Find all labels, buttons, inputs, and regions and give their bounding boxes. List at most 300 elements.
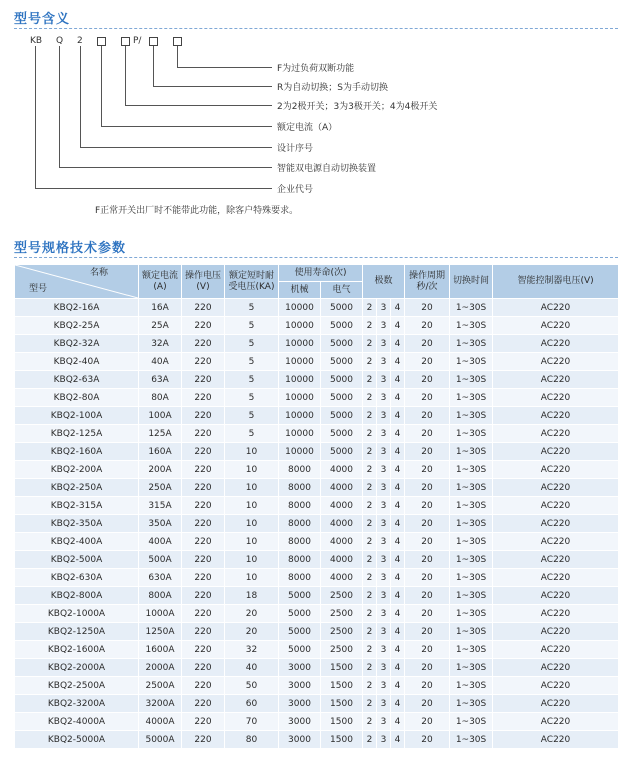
- cell-short-time: 10: [225, 533, 279, 551]
- cell-pole-2: 2: [363, 569, 377, 587]
- cell-pole-3: 3: [377, 299, 391, 317]
- cell-rated-current: 1600A: [139, 641, 182, 659]
- cell-period: 20: [405, 731, 450, 749]
- header-op-voltage: 操作电压(V): [182, 265, 225, 299]
- cell-op-voltage: 220: [182, 443, 225, 461]
- connector-line: [177, 67, 272, 68]
- cell-pole-2: 2: [363, 713, 377, 731]
- cell-pole-2: 2: [363, 317, 377, 335]
- header-poles: 极数: [363, 265, 405, 299]
- cell-model: KBQ2-100A: [15, 407, 139, 425]
- cell-ctrl-voltage: AC220: [493, 695, 619, 713]
- table-row: [15, 407, 619, 425]
- cell-op-voltage: 220: [182, 497, 225, 515]
- cell-short-time: 10: [225, 551, 279, 569]
- cell-pole-3: 3: [377, 533, 391, 551]
- cell-pole-4: 4: [391, 731, 405, 749]
- cell-rated-current: 2500A: [139, 677, 182, 695]
- cell-short-time: 5: [225, 407, 279, 425]
- table-row: [15, 353, 619, 371]
- cell-electrical-life: 5000: [321, 317, 363, 335]
- label-rated-current: 额定电流（A）: [277, 123, 338, 133]
- cell-switch-time: 1~30S: [450, 407, 493, 425]
- cell-period: 20: [405, 515, 450, 533]
- cell-switch-time: 1~30S: [450, 695, 493, 713]
- cell-rated-current: 40A: [139, 353, 182, 371]
- cell-period: 20: [405, 623, 450, 641]
- cell-pole-3: 3: [377, 587, 391, 605]
- cell-op-voltage: 220: [182, 371, 225, 389]
- cell-pole-4: 4: [391, 443, 405, 461]
- cell-ctrl-voltage: AC220: [493, 299, 619, 317]
- cell-model: KBQ2-350A: [15, 515, 139, 533]
- cell-ctrl-voltage: AC220: [493, 551, 619, 569]
- cell-period: 20: [405, 605, 450, 623]
- cell-period: 20: [405, 497, 450, 515]
- cell-rated-current: 1250A: [139, 623, 182, 641]
- cell-mechanical-life: 10000: [279, 371, 321, 389]
- header-life: 使用寿命(次): [279, 265, 363, 282]
- cell-ctrl-voltage: AC220: [493, 497, 619, 515]
- section-title-spec-params: 型号规格技术参数: [14, 241, 127, 256]
- cell-mechanical-life: 8000: [279, 515, 321, 533]
- cell-pole-2: 2: [363, 605, 377, 623]
- cell-pole-4: 4: [391, 533, 405, 551]
- cell-pole-4: 4: [391, 389, 405, 407]
- cell-pole-3: 3: [377, 623, 391, 641]
- header-mechanical: 机械: [279, 282, 321, 299]
- cell-model: KBQ2-125A: [15, 425, 139, 443]
- table-row: [15, 389, 619, 407]
- table-row: [15, 677, 619, 695]
- section-title-model-meaning: 型号含义: [14, 12, 71, 27]
- cell-ctrl-voltage: AC220: [493, 371, 619, 389]
- cell-ctrl-voltage: AC220: [493, 425, 619, 443]
- cell-ctrl-voltage: AC220: [493, 443, 619, 461]
- cell-short-time: 5: [225, 425, 279, 443]
- cell-switch-time: 1~30S: [450, 731, 493, 749]
- cell-model: KBQ2-25A: [15, 317, 139, 335]
- connector-line: [101, 126, 272, 127]
- cell-pole-2: 2: [363, 371, 377, 389]
- cell-switch-time: 1~30S: [450, 605, 493, 623]
- cell-pole-3: 3: [377, 551, 391, 569]
- cell-pole-2: 2: [363, 335, 377, 353]
- cell-mechanical-life: 8000: [279, 497, 321, 515]
- cell-pole-2: 2: [363, 389, 377, 407]
- cell-rated-current: 315A: [139, 497, 182, 515]
- table-row: [15, 551, 619, 569]
- connector-line: [125, 105, 272, 106]
- connector-line: [80, 46, 81, 147]
- connector-line: [35, 188, 272, 189]
- table-row: [15, 569, 619, 587]
- cell-mechanical-life: 5000: [279, 623, 321, 641]
- footnote: F正常开关出厂时不能带此功能，除客户特殊要求。: [95, 206, 299, 216]
- cell-model: KBQ2-250A: [15, 479, 139, 497]
- cell-mechanical-life: 8000: [279, 569, 321, 587]
- cell-period: 20: [405, 479, 450, 497]
- cell-model: KBQ2-80A: [15, 389, 139, 407]
- cell-model: KBQ2-5000A: [15, 731, 139, 749]
- cell-pole-3: 3: [377, 371, 391, 389]
- cell-pole-2: 2: [363, 551, 377, 569]
- cell-rated-current: 32A: [139, 335, 182, 353]
- table-row: [15, 533, 619, 551]
- cell-model: KBQ2-400A: [15, 533, 139, 551]
- cell-mechanical-life: 8000: [279, 479, 321, 497]
- cell-pole-3: 3: [377, 389, 391, 407]
- cell-short-time: 60: [225, 695, 279, 713]
- cell-pole-2: 2: [363, 659, 377, 677]
- cell-pole-2: 2: [363, 407, 377, 425]
- cell-short-time: 20: [225, 605, 279, 623]
- label-switch-mode: R为自动切换；S为手动切换: [277, 83, 388, 93]
- cell-mechanical-life: 5000: [279, 641, 321, 659]
- cell-ctrl-voltage: AC220: [493, 623, 619, 641]
- cell-pole-3: 3: [377, 407, 391, 425]
- cell-short-time: 5: [225, 353, 279, 371]
- header-ctrl-voltage: 智能控制器电压(V): [493, 265, 619, 299]
- cell-switch-time: 1~30S: [450, 587, 493, 605]
- cell-op-voltage: 220: [182, 695, 225, 713]
- cell-period: 20: [405, 587, 450, 605]
- label-function: F为过负荷双断功能: [277, 64, 355, 74]
- cell-model: KBQ2-500A: [15, 551, 139, 569]
- cell-pole-4: 4: [391, 569, 405, 587]
- cell-ctrl-voltage: AC220: [493, 479, 619, 497]
- cell-rated-current: 100A: [139, 407, 182, 425]
- cell-mechanical-life: 3000: [279, 659, 321, 677]
- placeholder-box-switch: [149, 37, 158, 46]
- placeholder-box-poles: [121, 37, 130, 46]
- cell-short-time: 10: [225, 443, 279, 461]
- code-q: Q: [56, 36, 64, 46]
- cell-short-time: 20: [225, 623, 279, 641]
- cell-pole-2: 2: [363, 677, 377, 695]
- table-row: [15, 443, 619, 461]
- table-row: [15, 299, 619, 317]
- cell-period: 20: [405, 443, 450, 461]
- cell-model: KBQ2-315A: [15, 497, 139, 515]
- connector-line: [153, 46, 154, 86]
- cell-pole-3: 3: [377, 335, 391, 353]
- cell-pole-2: 2: [363, 299, 377, 317]
- cell-rated-current: 3200A: [139, 695, 182, 713]
- cell-pole-4: 4: [391, 659, 405, 677]
- cell-switch-time: 1~30S: [450, 569, 493, 587]
- cell-switch-time: 1~30S: [450, 713, 493, 731]
- cell-period: 20: [405, 569, 450, 587]
- cell-rated-current: 4000A: [139, 713, 182, 731]
- cell-op-voltage: 220: [182, 659, 225, 677]
- cell-model: KBQ2-1600A: [15, 641, 139, 659]
- cell-rated-current: 630A: [139, 569, 182, 587]
- cell-electrical-life: 5000: [321, 299, 363, 317]
- cell-pole-4: 4: [391, 479, 405, 497]
- cell-op-voltage: 220: [182, 605, 225, 623]
- cell-pole-4: 4: [391, 461, 405, 479]
- cell-mechanical-life: 3000: [279, 731, 321, 749]
- cell-electrical-life: 4000: [321, 533, 363, 551]
- cell-mechanical-life: 8000: [279, 461, 321, 479]
- cell-ctrl-voltage: AC220: [493, 533, 619, 551]
- cell-ctrl-voltage: AC220: [493, 389, 619, 407]
- cell-pole-4: 4: [391, 497, 405, 515]
- cell-pole-2: 2: [363, 479, 377, 497]
- cell-pole-3: 3: [377, 443, 391, 461]
- cell-rated-current: 63A: [139, 371, 182, 389]
- cell-electrical-life: 5000: [321, 389, 363, 407]
- cell-pole-2: 2: [363, 353, 377, 371]
- cell-pole-3: 3: [377, 713, 391, 731]
- cell-short-time: 5: [225, 299, 279, 317]
- cell-electrical-life: 4000: [321, 569, 363, 587]
- cell-electrical-life: 1500: [321, 677, 363, 695]
- header-name-model: [15, 265, 139, 299]
- cell-short-time: 10: [225, 569, 279, 587]
- cell-pole-3: 3: [377, 317, 391, 335]
- cell-mechanical-life: 10000: [279, 443, 321, 461]
- cell-electrical-life: 4000: [321, 461, 363, 479]
- spec-table: [14, 264, 619, 749]
- cell-short-time: 10: [225, 461, 279, 479]
- header-rated-current: 额定电流(A): [139, 265, 182, 299]
- cell-electrical-life: 5000: [321, 335, 363, 353]
- cell-pole-3: 3: [377, 731, 391, 749]
- cell-model: KBQ2-1250A: [15, 623, 139, 641]
- cell-mechanical-life: 5000: [279, 587, 321, 605]
- cell-pole-2: 2: [363, 461, 377, 479]
- table-row: [15, 587, 619, 605]
- cell-ctrl-voltage: AC220: [493, 659, 619, 677]
- cell-period: 20: [405, 317, 450, 335]
- cell-pole-4: 4: [391, 605, 405, 623]
- cell-pole-3: 3: [377, 641, 391, 659]
- cell-ctrl-voltage: AC220: [493, 677, 619, 695]
- cell-short-time: 5: [225, 317, 279, 335]
- cell-pole-3: 3: [377, 569, 391, 587]
- cell-short-time: 5: [225, 335, 279, 353]
- cell-model: KBQ2-3200A: [15, 695, 139, 713]
- cell-period: 20: [405, 659, 450, 677]
- cell-ctrl-voltage: AC220: [493, 335, 619, 353]
- cell-switch-time: 1~30S: [450, 425, 493, 443]
- cell-switch-time: 1~30S: [450, 353, 493, 371]
- cell-pole-4: 4: [391, 317, 405, 335]
- table-body: [15, 299, 619, 749]
- cell-ctrl-voltage: AC220: [493, 713, 619, 731]
- table-row: [15, 731, 619, 749]
- cell-short-time: 80: [225, 731, 279, 749]
- label-design-number: 设计序号: [277, 144, 314, 154]
- cell-switch-time: 1~30S: [450, 659, 493, 677]
- cell-op-voltage: 220: [182, 479, 225, 497]
- table-row: [15, 479, 619, 497]
- cell-model: KBQ2-630A: [15, 569, 139, 587]
- cell-pole-4: 4: [391, 407, 405, 425]
- cell-period: 20: [405, 371, 450, 389]
- cell-pole-2: 2: [363, 497, 377, 515]
- cell-pole-2: 2: [363, 623, 377, 641]
- cell-ctrl-voltage: AC220: [493, 569, 619, 587]
- header-name: 名称: [89, 268, 108, 278]
- cell-switch-time: 1~30S: [450, 371, 493, 389]
- cell-pole-3: 3: [377, 461, 391, 479]
- connector-line: [80, 147, 272, 148]
- cell-electrical-life: 5000: [321, 425, 363, 443]
- cell-rated-current: 5000A: [139, 731, 182, 749]
- cell-short-time: 10: [225, 497, 279, 515]
- cell-op-voltage: 220: [182, 317, 225, 335]
- connector-line: [101, 46, 102, 126]
- header-switch-time: 切换时间: [450, 265, 493, 299]
- cell-ctrl-voltage: AC220: [493, 641, 619, 659]
- cell-short-time: 50: [225, 677, 279, 695]
- cell-electrical-life: 2500: [321, 605, 363, 623]
- table-row: [15, 659, 619, 677]
- cell-period: 20: [405, 425, 450, 443]
- cell-op-voltage: 220: [182, 461, 225, 479]
- table-row: [15, 713, 619, 731]
- table-row: [15, 497, 619, 515]
- cell-pole-2: 2: [363, 731, 377, 749]
- cell-mechanical-life: 10000: [279, 425, 321, 443]
- cell-pole-4: 4: [391, 587, 405, 605]
- table-row: [15, 515, 619, 533]
- cell-switch-time: 1~30S: [450, 335, 493, 353]
- cell-op-voltage: 220: [182, 425, 225, 443]
- cell-ctrl-voltage: AC220: [493, 407, 619, 425]
- cell-period: 20: [405, 641, 450, 659]
- cell-electrical-life: 2500: [321, 623, 363, 641]
- cell-pole-2: 2: [363, 641, 377, 659]
- cell-switch-time: 1~30S: [450, 299, 493, 317]
- cell-pole-3: 3: [377, 659, 391, 677]
- table-row: [15, 335, 619, 353]
- header-short-time: 额定短时耐受电压(KA): [225, 265, 279, 299]
- cell-rated-current: 160A: [139, 443, 182, 461]
- label-poles: 2为2极开关；3为3极开关；4为4极开关: [277, 102, 438, 112]
- cell-short-time: 10: [225, 479, 279, 497]
- cell-period: 20: [405, 551, 450, 569]
- cell-op-voltage: 220: [182, 677, 225, 695]
- cell-pole-4: 4: [391, 353, 405, 371]
- code-p: P/: [133, 36, 142, 46]
- table-header-row: [15, 265, 619, 282]
- cell-pole-2: 2: [363, 515, 377, 533]
- cell-period: 20: [405, 335, 450, 353]
- cell-mechanical-life: 10000: [279, 299, 321, 317]
- connector-line: [59, 167, 272, 168]
- cell-pole-4: 4: [391, 641, 405, 659]
- cell-short-time: 32: [225, 641, 279, 659]
- cell-mechanical-life: 10000: [279, 407, 321, 425]
- cell-switch-time: 1~30S: [450, 317, 493, 335]
- cell-ctrl-voltage: AC220: [493, 587, 619, 605]
- cell-pole-4: 4: [391, 551, 405, 569]
- table-row: [15, 623, 619, 641]
- cell-switch-time: 1~30S: [450, 677, 493, 695]
- cell-period: 20: [405, 407, 450, 425]
- cell-electrical-life: 1500: [321, 695, 363, 713]
- cell-op-voltage: 220: [182, 569, 225, 587]
- cell-model: KBQ2-2500A: [15, 677, 139, 695]
- cell-switch-time: 1~30S: [450, 389, 493, 407]
- cell-pole-3: 3: [377, 695, 391, 713]
- cell-mechanical-life: 3000: [279, 713, 321, 731]
- cell-mechanical-life: 10000: [279, 389, 321, 407]
- cell-period: 20: [405, 353, 450, 371]
- table-row: [15, 605, 619, 623]
- cell-model: KBQ2-160A: [15, 443, 139, 461]
- cell-electrical-life: 1500: [321, 713, 363, 731]
- cell-model: KBQ2-800A: [15, 587, 139, 605]
- cell-rated-current: 16A: [139, 299, 182, 317]
- cell-switch-time: 1~30S: [450, 641, 493, 659]
- cell-op-voltage: 220: [182, 551, 225, 569]
- header-electrical: 电气: [321, 282, 363, 299]
- table-row: [15, 461, 619, 479]
- cell-pole-2: 2: [363, 587, 377, 605]
- cell-electrical-life: 2500: [321, 641, 363, 659]
- cell-op-voltage: 220: [182, 353, 225, 371]
- cell-mechanical-life: 10000: [279, 317, 321, 335]
- connector-line: [153, 86, 272, 87]
- connector-line: [35, 46, 36, 188]
- cell-electrical-life: 4000: [321, 515, 363, 533]
- cell-model: KBQ2-4000A: [15, 713, 139, 731]
- cell-rated-current: 500A: [139, 551, 182, 569]
- table-row: [15, 425, 619, 443]
- cell-switch-time: 1~30S: [450, 461, 493, 479]
- connector-line: [125, 46, 126, 105]
- cell-pole-2: 2: [363, 695, 377, 713]
- cell-pole-4: 4: [391, 299, 405, 317]
- cell-period: 20: [405, 389, 450, 407]
- cell-mechanical-life: 3000: [279, 677, 321, 695]
- cell-op-voltage: 220: [182, 731, 225, 749]
- cell-pole-3: 3: [377, 425, 391, 443]
- cell-pole-4: 4: [391, 623, 405, 641]
- cell-op-voltage: 220: [182, 533, 225, 551]
- cell-switch-time: 1~30S: [450, 533, 493, 551]
- cell-period: 20: [405, 461, 450, 479]
- cell-electrical-life: 5000: [321, 407, 363, 425]
- cell-op-voltage: 220: [182, 299, 225, 317]
- table-row: [15, 317, 619, 335]
- cell-pole-3: 3: [377, 515, 391, 533]
- cell-pole-3: 3: [377, 677, 391, 695]
- cell-mechanical-life: 10000: [279, 353, 321, 371]
- cell-model: KBQ2-1000A: [15, 605, 139, 623]
- cell-rated-current: 1000A: [139, 605, 182, 623]
- cell-pole-4: 4: [391, 335, 405, 353]
- header-model: 型号: [29, 284, 48, 294]
- cell-op-voltage: 220: [182, 713, 225, 731]
- cell-model: KBQ2-2000A: [15, 659, 139, 677]
- cell-rated-current: 400A: [139, 533, 182, 551]
- cell-electrical-life: 1500: [321, 731, 363, 749]
- cell-switch-time: 1~30S: [450, 551, 493, 569]
- cell-period: 20: [405, 533, 450, 551]
- cell-pole-4: 4: [391, 515, 405, 533]
- cell-model: KBQ2-200A: [15, 461, 139, 479]
- cell-op-voltage: 220: [182, 515, 225, 533]
- cell-rated-current: 25A: [139, 317, 182, 335]
- cell-switch-time: 1~30S: [450, 479, 493, 497]
- code-kb: KB: [30, 36, 43, 46]
